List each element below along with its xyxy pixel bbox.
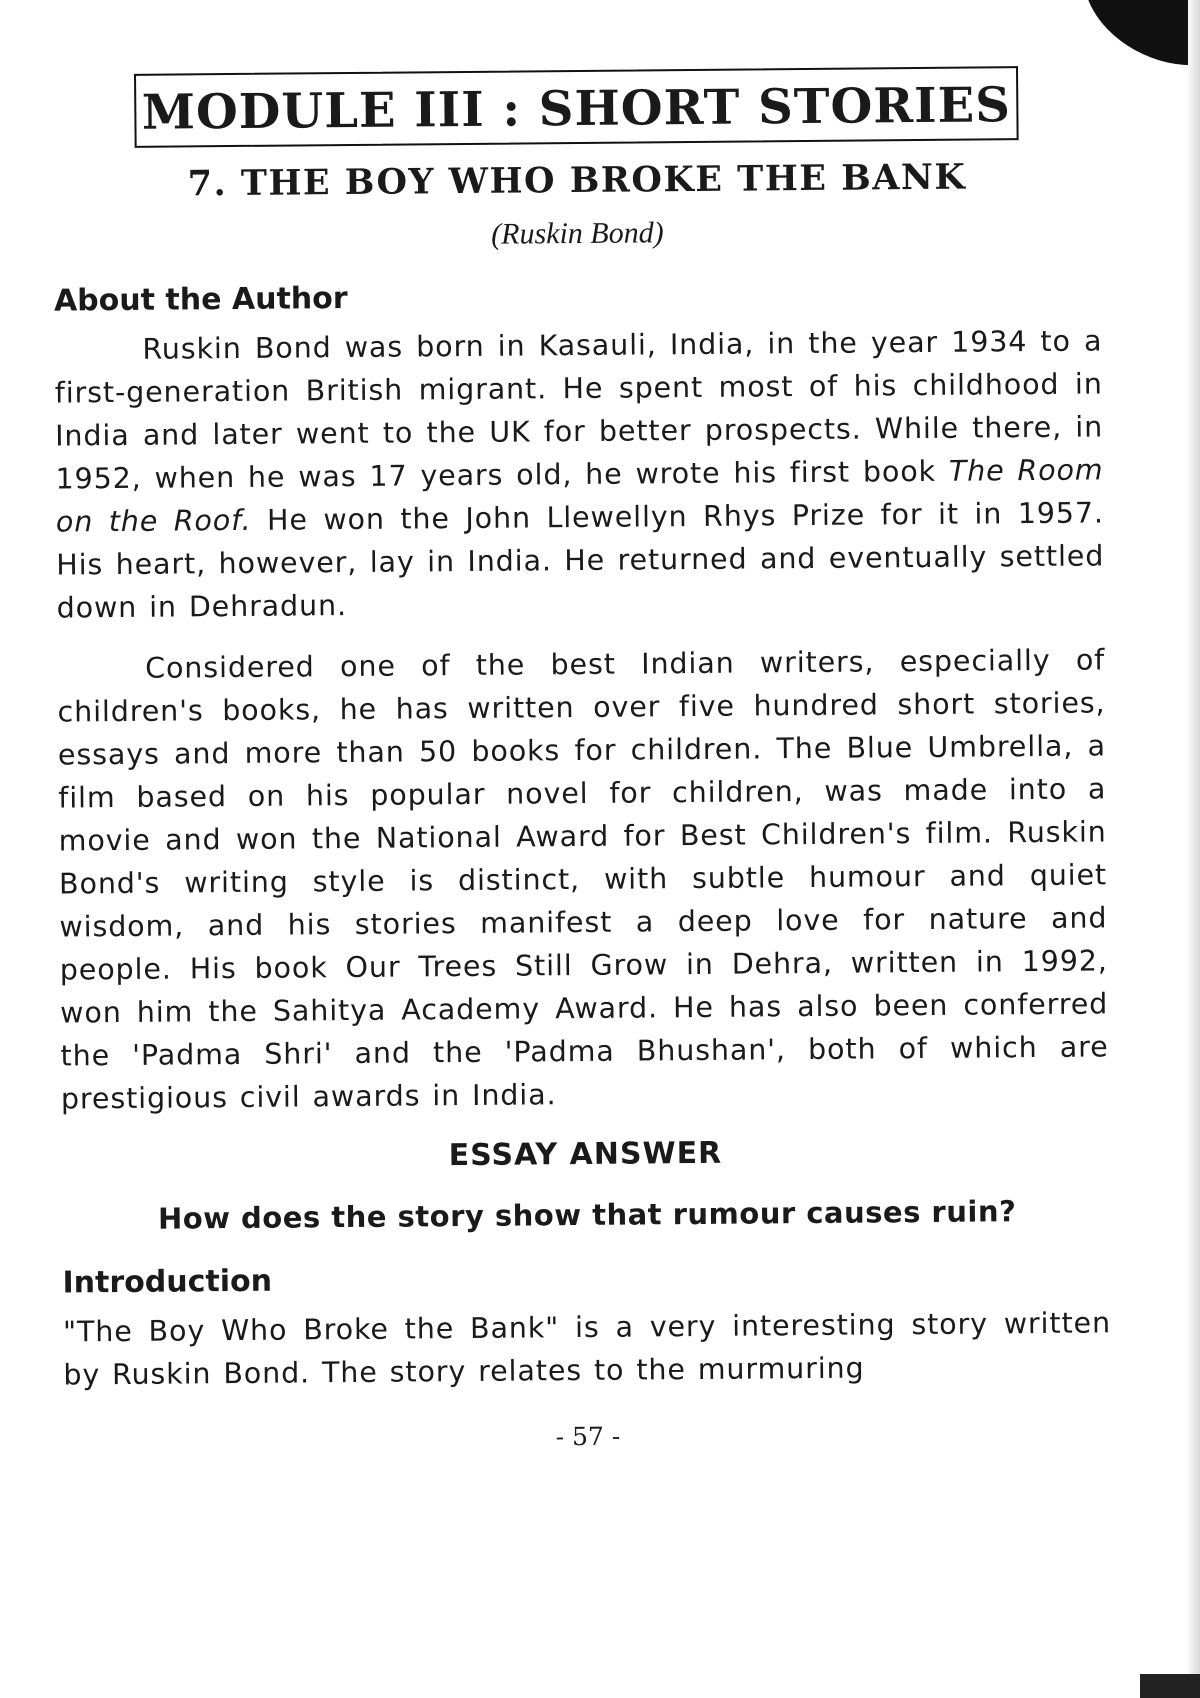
- module-title: MODULE III : SHORT STORIES: [141, 77, 1012, 141]
- essay-answer-heading: ESSAY ANSWER: [448, 1135, 723, 1174]
- scan-shadow-bottom-right: [1140, 1674, 1200, 1698]
- about-paragraph-2: Considered one of the best Indian writers, especially of children's books, he has written over five hundred short stories, essays and more than 50 books for children. The Blue Umbrella, a film based on his popular novel for children, was made into a movie and won the National Award for Best Children's film. Ruskin Bond's writing style is distinct, with subtle humour and quiet wisdom, and his stories manifest a deep love for nature and people. His book Our Trees Still Grow in Dehra, written in 1992, won him the Sahitya Academy Award. He has also been conferred the 'Padma Shri' and the 'Padma Bhushan', both of which are prestigious civil awards in India.: [57, 643, 1109, 1116]
- introduction-paragraph: "The Boy Who Broke the Bank" is a very interesting story written by Ruskin Bond. The story relates to the murmuring: [62, 1306, 1112, 1392]
- module-title-box: [134, 66, 1019, 148]
- page-number: - 57 -: [555, 1421, 621, 1452]
- introduction-heading: Introduction: [62, 1263, 273, 1301]
- book-title-italic: The Room on the Roof.: [55, 453, 1104, 539]
- document-page: [52, 65, 1112, 1458]
- about-paragraph-1: [54, 319, 1105, 629]
- about-p1-text-a: Ruskin Bond was born in Kasauli, India, in the year 1934 to a first-generation British migrant. He spent most of his childhood in India and later went to the UK for better prospects. While there, in 1952, when he was 17 years old, he wrote his first book: [54, 324, 1104, 496]
- about-p1-text-b: He won the John Llewellyn Rhys Prize for it in 1957. His heart, however, lay in India. He returned and eventually settled down in Dehradun.: [56, 496, 1105, 625]
- story-title: 7. THE BOY WHO BROKE THE BANK: [187, 156, 967, 205]
- story-author: (Ruskin Bond): [491, 216, 664, 251]
- essay-question: How does the story show that rumour causes ruin?: [157, 1194, 1017, 1236]
- about-author-heading: About the Author: [53, 281, 348, 319]
- scan-edge-right: [1188, 0, 1200, 1698]
